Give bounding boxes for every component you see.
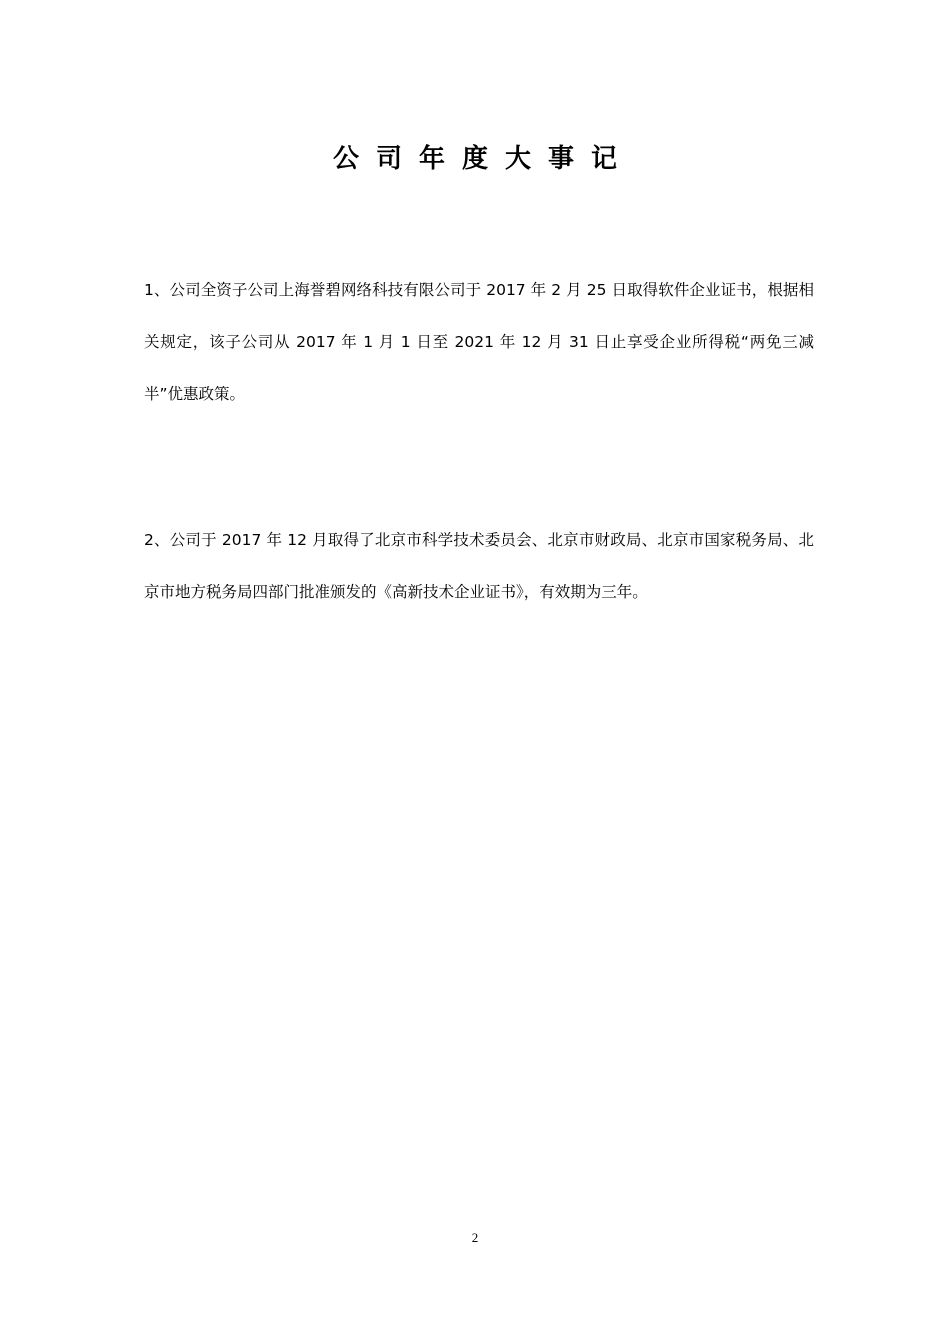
page-title: 公司年度大事记 [332, 144, 634, 175]
event-paragraph-1: 1、公司全资子公司上海誉碧网络科技有限公司于 2017 年 2 月 25 日取得软件企业证书，根据相关规定，该子公司从 2017 年 1 月 1 日至 2021 年 12 月 31 日止享受企业所得税“两免三减半”优惠政策。 [144, 281, 814, 403]
event-paragraph-2: 2、公司于 2017 年 12 月取得了北京市科学技术委员会、北京市财政局、北京市国家税务局、北京市地方税务局四部门批准颁发的《高新技术企业证书》，有效期为三年。 [144, 531, 814, 601]
page-number: 2 [471, 1230, 479, 1245]
